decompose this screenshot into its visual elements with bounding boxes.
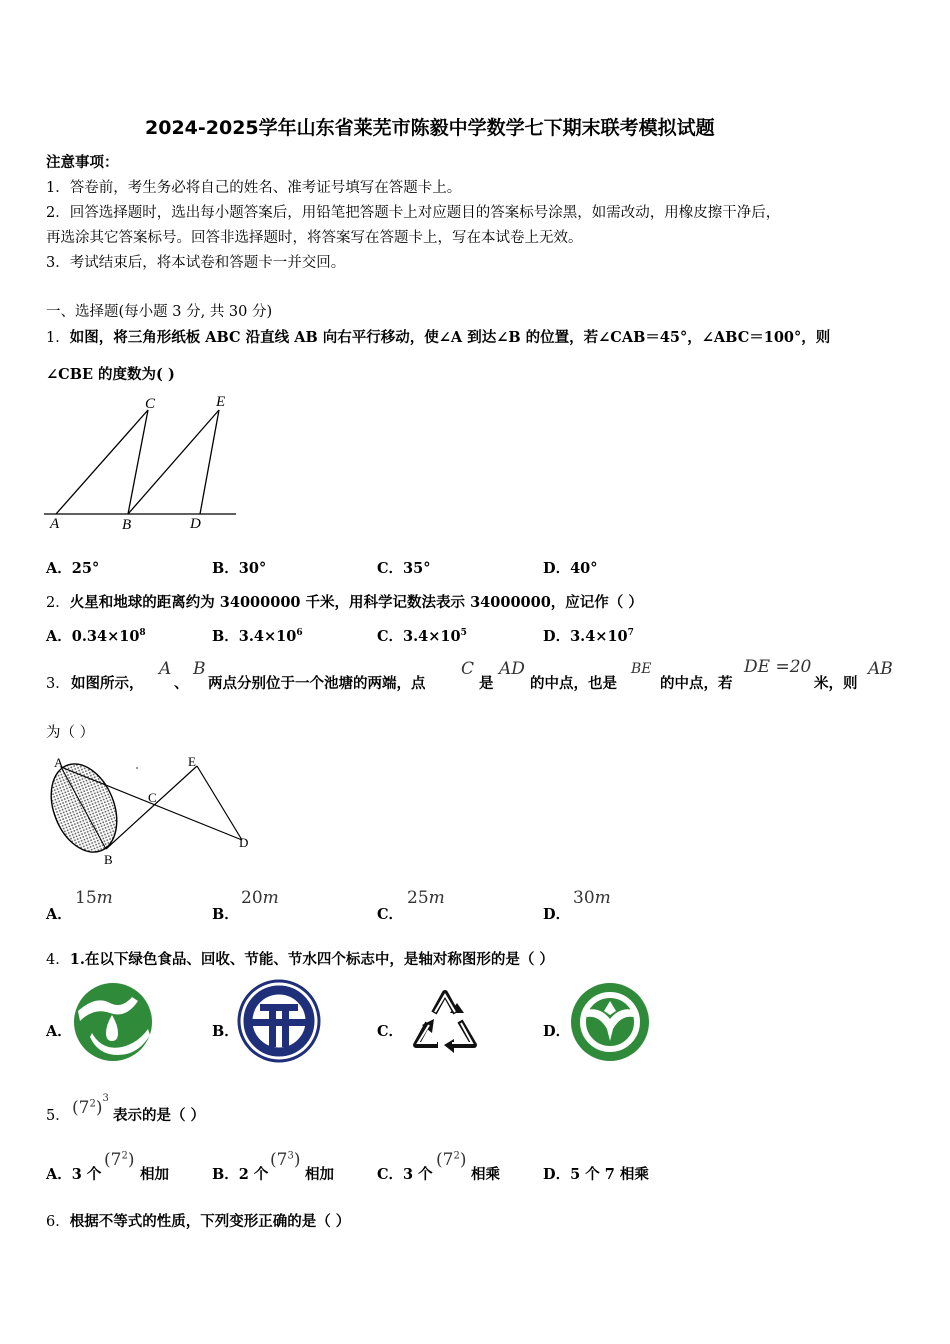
- green-food-logo-icon[interactable]: [569, 981, 651, 1063]
- point-label: D: [239, 835, 249, 850]
- option-c[interactable]: C．3 个: [377, 1166, 433, 1183]
- question-text: 1.在以下绿色食品、回收、节能、节水四个标志中，是轴对称图形的是（ ）: [69, 951, 554, 968]
- notice-item: 3．考试结束后，将本试卷和答题卡一并交回。: [46, 255, 346, 271]
- question-number: 4．: [46, 952, 70, 968]
- option-c-value[interactable]: 25m: [407, 888, 445, 908]
- option-a[interactable]: A．$0.34\times 10^8$: [46, 628, 146, 645]
- option-c-letter[interactable]: C．: [377, 1023, 404, 1040]
- option-d[interactable]: D．40°: [543, 560, 598, 577]
- question-2: [46, 591, 643, 612]
- notice-item: 2．回答选择题时，选出每小题答案后，用铅笔把答题卡上对应题目的答案标号涂黑，如需改动，用橡皮擦干净后，: [46, 205, 781, 221]
- math-expr: DE =20: [744, 657, 812, 677]
- energy-saving-logo-icon[interactable]: [236, 978, 322, 1064]
- option-a-value[interactable]: 15m: [75, 888, 113, 908]
- point-label: A: [54, 755, 64, 770]
- notice-item: 1．答卷前，考生务必将自己的姓名、准考证号填写在答题卡上。: [46, 180, 462, 196]
- math-expr: AB: [868, 659, 893, 679]
- question-number: 5．: [46, 1108, 70, 1124]
- option-a-letter[interactable]: A．: [46, 906, 72, 923]
- point-label: E: [216, 394, 226, 410]
- question-text: 的中点，若: [660, 675, 733, 692]
- point-label: B: [122, 517, 132, 533]
- question-6: [46, 1210, 350, 1231]
- option-a-expr[interactable]: $(7^2)$: [104, 1150, 135, 1170]
- math-expr: A: [159, 659, 172, 679]
- point-label: B: [104, 852, 113, 867]
- option-d[interactable]: D．5 个 7 相乘: [543, 1166, 649, 1183]
- option-d-letter[interactable]: D．: [543, 906, 571, 923]
- option-b-letter[interactable]: B．: [212, 906, 239, 923]
- option-c[interactable]: C．35°: [377, 560, 431, 577]
- question-text: ∠CBE 的度数为( ): [46, 366, 175, 383]
- option-a[interactable]: A．3 个: [46, 1166, 102, 1183]
- q1-figure: [44, 390, 244, 535]
- option-d[interactable]: D．$3.4\times 10^7$: [543, 628, 634, 645]
- q3-figure: [44, 752, 259, 872]
- question-text: 如图所示，: [71, 675, 144, 692]
- question-number: 2．: [46, 595, 70, 611]
- question-text: 米，则: [814, 675, 858, 692]
- notice-item: 再选涂其它答案标号。回答非选择题时，将答案写在答题卡上，写在本试卷上无效。: [46, 230, 583, 246]
- section-heading: 一、选择题(每小题 3 分, 共 30 分): [46, 304, 273, 320]
- question-text: 火星和地球的距离约为 34000000 千米，用科学记数法表示 34000000，应记作（ ）: [69, 594, 643, 611]
- power-expression: $(7^2)^3$: [72, 1093, 109, 1118]
- question-4: [46, 948, 554, 969]
- question-text: 根据不等式的性质，下列变形正确的是（ ）: [69, 1213, 351, 1230]
- option-a-suffix[interactable]: 相加: [140, 1166, 169, 1183]
- question-number: 6．: [46, 1214, 70, 1230]
- question-1: [46, 326, 906, 347]
- question-number: 3．: [46, 676, 70, 692]
- option-c-expr[interactable]: $(7^2)$: [436, 1150, 467, 1170]
- option-b-expr[interactable]: $(7^3)$: [270, 1150, 301, 1170]
- option-b-suffix[interactable]: 相加: [305, 1166, 334, 1183]
- math-expr: BE: [631, 661, 652, 677]
- point-label: D: [190, 516, 201, 532]
- point-label: E: [188, 754, 196, 769]
- question-number: 1．: [46, 330, 70, 346]
- math-expr: AD: [499, 659, 525, 679]
- math-expr: B: [193, 659, 206, 679]
- notice-heading: 注意事项：: [46, 154, 119, 171]
- question-text: 两点分别位于一个池塘的两端，点: [208, 675, 426, 692]
- option-a[interactable]: A．25°: [46, 560, 100, 577]
- question-text: 是: [479, 675, 494, 692]
- option-d-letter[interactable]: D．: [543, 1023, 571, 1040]
- option-b[interactable]: B．2 个: [212, 1166, 269, 1183]
- option-d-value[interactable]: 30m: [573, 888, 611, 908]
- question-text: 为（ ）: [46, 725, 95, 741]
- option-c-letter[interactable]: C．: [377, 906, 404, 923]
- question-text: 、: [174, 675, 189, 692]
- option-c[interactable]: C．$3.4\times 10^5$: [377, 628, 467, 645]
- question-text: 如图，将三角形纸板 ABC 沿直线 AB 向右平行移动，使∠A 到达∠B 的位置，若∠CAB＝45°，∠ABC＝100°，则: [69, 329, 831, 346]
- point-label: C: [145, 396, 156, 412]
- point-label: A: [50, 516, 60, 532]
- point-label: C: [148, 790, 157, 805]
- option-b[interactable]: B．$3.4\times 10^6$: [212, 628, 303, 645]
- option-b-letter[interactable]: B．: [212, 1023, 239, 1040]
- option-a-letter[interactable]: A．: [46, 1023, 72, 1040]
- option-b-value[interactable]: 20m: [241, 888, 279, 908]
- option-b[interactable]: B．30°: [212, 560, 267, 577]
- math-expr: C: [461, 659, 475, 679]
- recycle-logo-icon[interactable]: [404, 983, 486, 1061]
- question-text: 表示的是（ ）: [113, 1107, 206, 1124]
- option-c-suffix[interactable]: 相乘: [471, 1166, 500, 1183]
- water-saving-logo-icon[interactable]: [72, 981, 154, 1063]
- page-title: 2024-2025学年山东省莱芜市陈毅中学数学七下期末联考模拟试题: [145, 117, 715, 139]
- question-text: 的中点，也是: [530, 675, 617, 692]
